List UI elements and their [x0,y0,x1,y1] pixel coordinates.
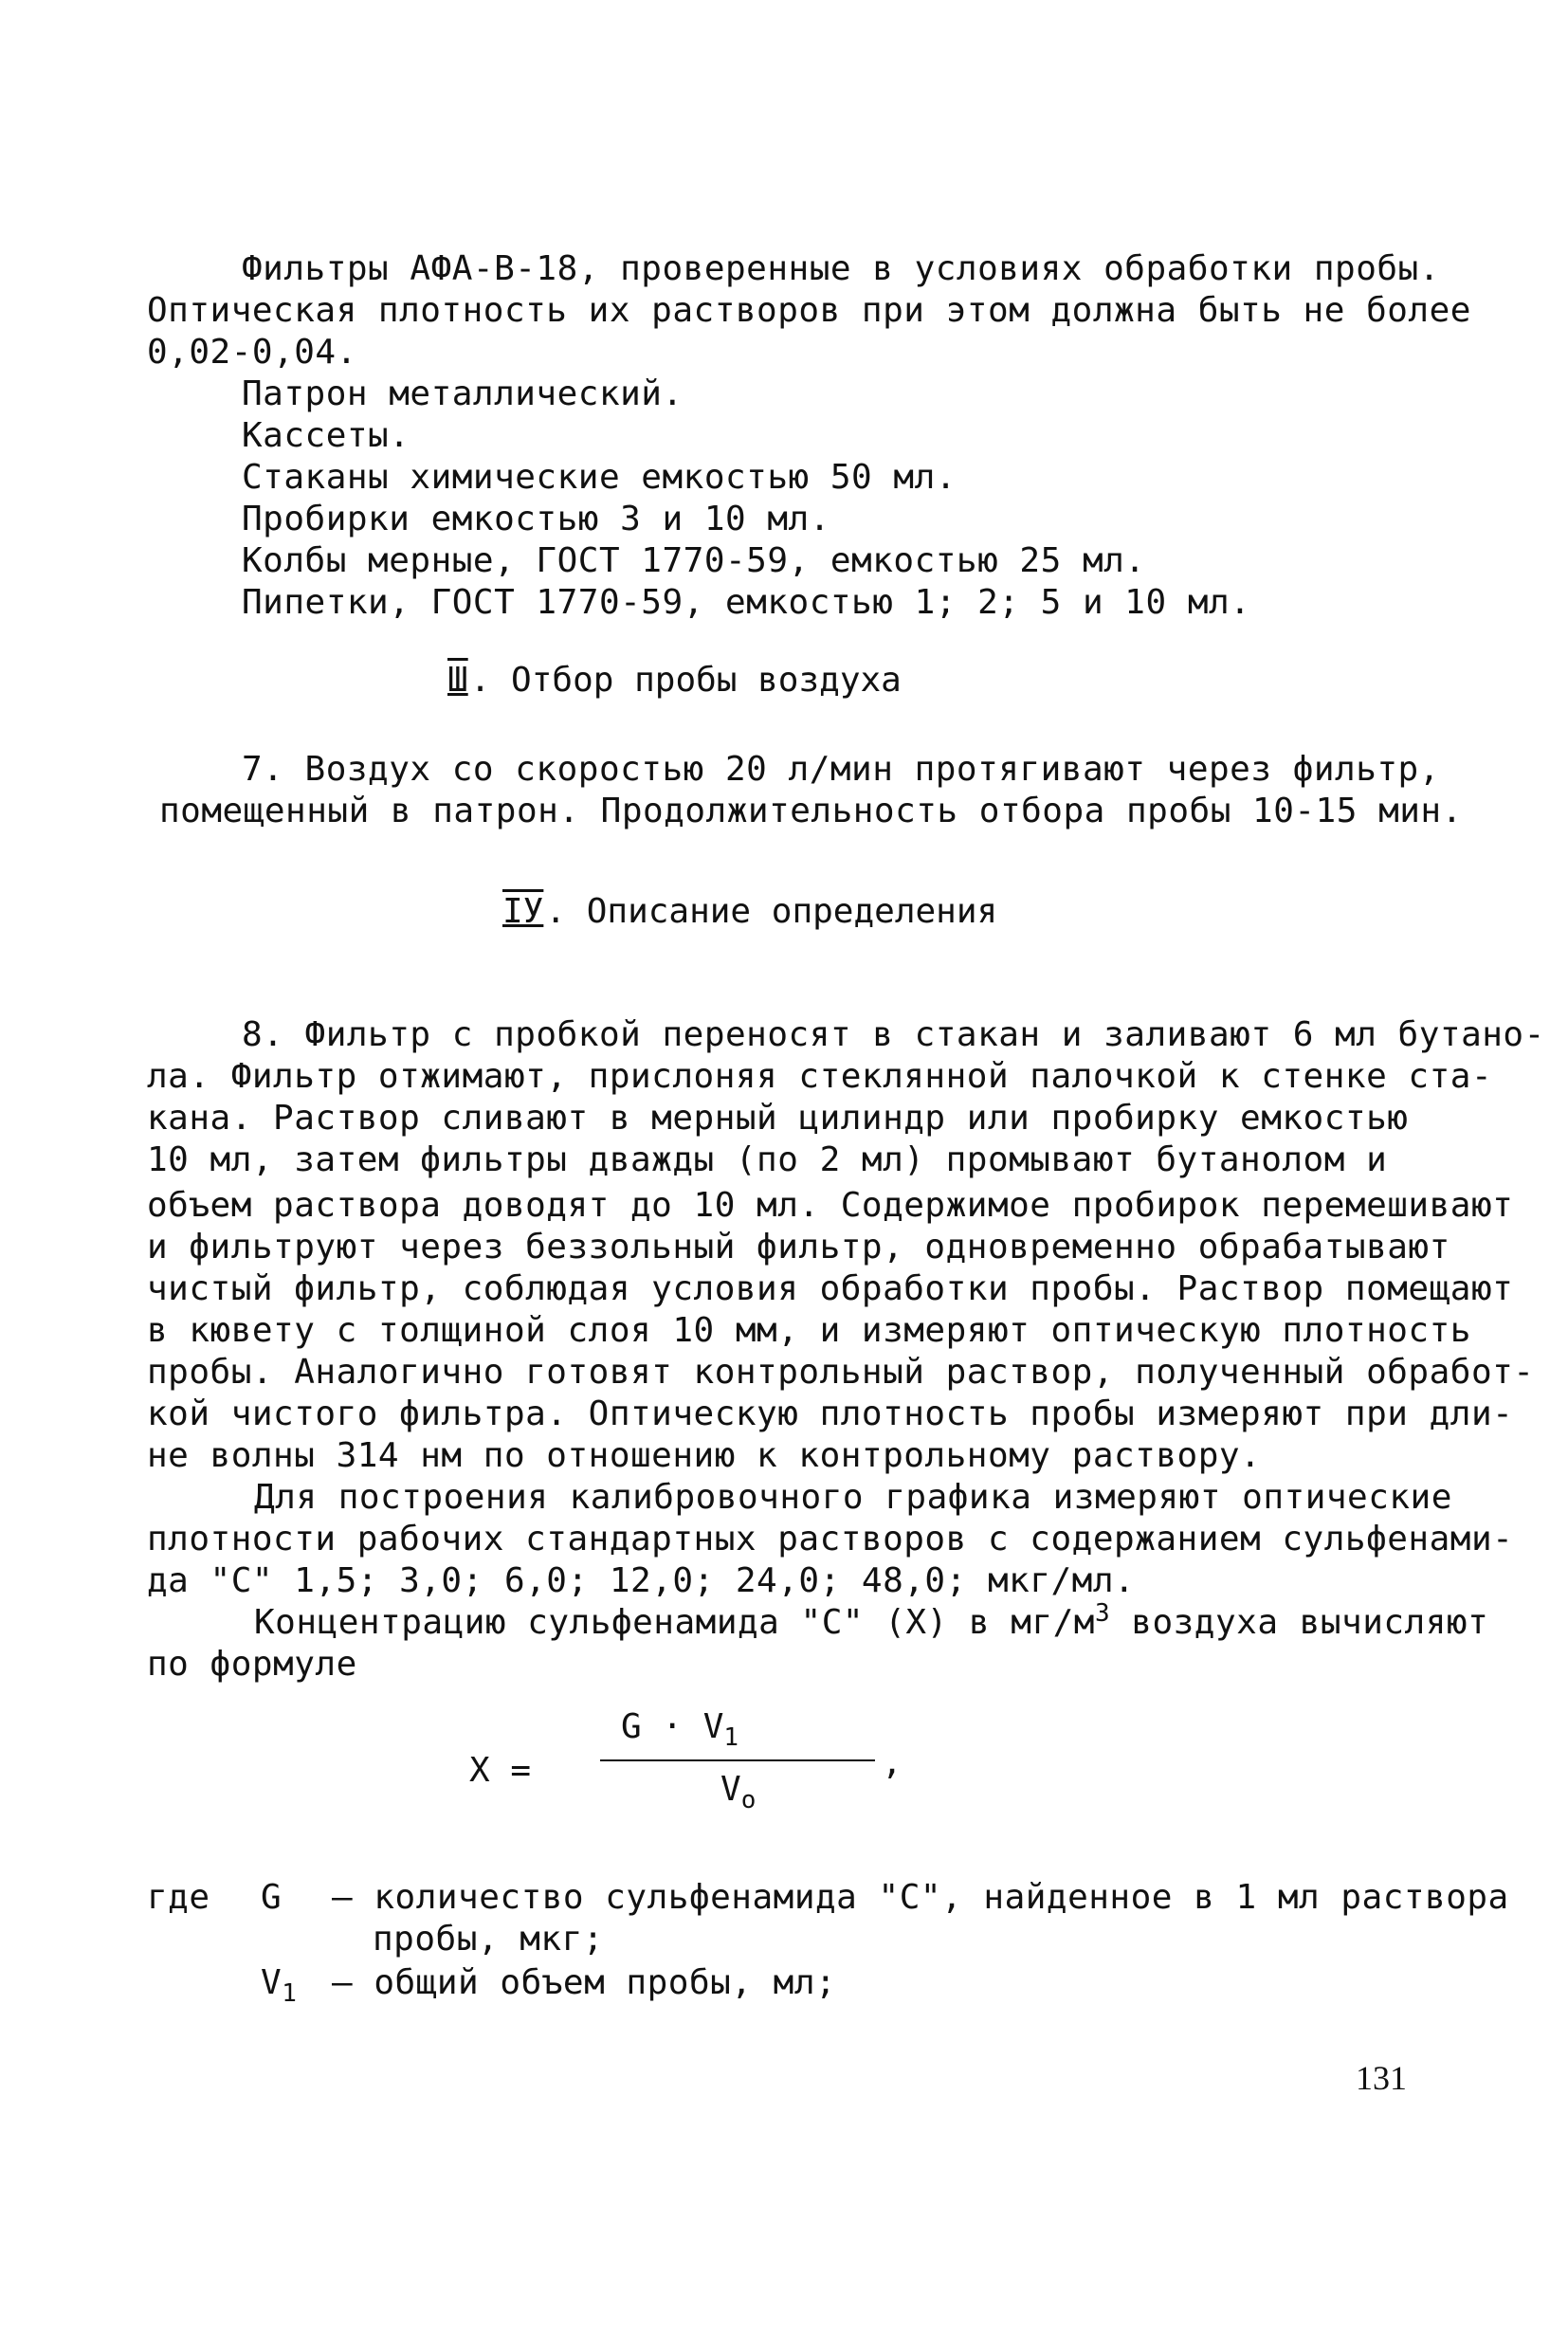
section-heading-3: Ш. Отбор пробы воздуха [447,661,902,700]
where-symbol-g: G [261,1878,283,1917]
text-line: помещенный в патрон. Продолжительность отбора пробы 10-15 мин. [159,792,1463,830]
formula-numerator: $G \cdot V_1$ [621,1707,739,1753]
text-line: 8. Фильтр с пробкой переносят в стакан и заливают 6 мл бутано- [242,1015,1545,1054]
text-line: в кювету с толщиной слоя 10 мм, и измеряют оптическую плотность [147,1311,1471,1350]
text-line: Для построения калибровочного графика измеряют оптические [254,1478,1452,1517]
formula-comma: , [882,1743,903,1782]
text-line: 0,02-0,04. [147,333,357,372]
text-line: Фильтры АФА-В-18, проверенные в условиях обработки пробы. [242,249,1440,288]
section-numeral: IУ [502,892,544,931]
text-line: Колбы мерные, ГОСТ 1770-59, емкостью 25 мл. [242,541,1146,580]
text-line: и фильтруют через беззольный фильтр, одновременно обрабатывают [147,1228,1450,1267]
text-line: не волны 314 нм по отношению к контрольному раствору. [147,1436,1262,1475]
where-definition-g-cont: пробы, мкг; [373,1920,604,1959]
text-line: кана. Раствор сливают в мерный цилиндр или пробирку емкостью [147,1099,1409,1138]
text-line: кой чистого фильтра. Оптическую плотность пробы измеряют при дли- [147,1394,1514,1433]
page-number: 131 [1356,2059,1407,2097]
text-line: ла. Фильтр отжимают, прислоняя стеклянной палочкой к стенке ста- [147,1057,1493,1096]
text-line: Пипетки, ГОСТ 1770-59, емкостью 1; 2; 5 и 10 мл. [242,583,1251,622]
section-title: Отбор пробы воздуха [511,661,902,700]
formula [469,1706,924,1839]
where-definition-g: – количество сульфенамида "С", найденное в 1 мл раствора [332,1878,1509,1917]
where-label: где [147,1878,210,1917]
text-line: плотности рабочих стандартных растворов с содержанием сульфенами- [147,1520,1514,1558]
text-line: пробы. Аналогично готовят контрольный раствор, полученный обработ- [147,1353,1535,1392]
where-definition-v1: – общий объем пробы, мл; [332,1963,837,2002]
fraction-bar [600,1759,875,1761]
text-line: по формуле [147,1645,357,1684]
formula-lhs: X = [469,1751,532,1790]
text-line: Оптическая плотность их растворов при этом должна быть не более [147,291,1471,330]
text-line: Концентрацию сульфенамида "С" (Х) в $мг/м^3$ воздуха вычисляют [254,1599,1489,1642]
text-line: чистый фильтр, соблюдая условия обработки пробы. Раствор помещают [147,1269,1514,1308]
text-line: 7. Воздух со скоростью 20 л/мин протягивают через фильтр, [242,750,1440,789]
section-numeral: Ш [447,661,468,700]
text-line: Пробирки емкостью 3 и 10 мл. [242,500,830,538]
text-line: Кассеты. [242,416,410,455]
text-line: Стаканы химические емкостью 50 мл. [242,458,957,497]
section-heading-4: IУ. Описание определения [502,892,998,931]
text-line: да "С" 1,5; 3,0; 6,0; 12,0; 24,0; 48,0; мкг/мл. [147,1561,1136,1600]
where-symbol-v1: $V_1$ [261,1963,298,2009]
formula-denominator: $V_o$ [720,1770,757,1815]
section-title: Описание определения [586,892,998,931]
text-line: Патрон металлический. [242,374,684,413]
text-line: 10 мл, затем фильтры дважды (по 2 мл) промывают бутанолом и [147,1140,1388,1179]
text-line: объем раствора доводят до 10 мл. Содержимое пробирок перемешивают [147,1186,1514,1225]
